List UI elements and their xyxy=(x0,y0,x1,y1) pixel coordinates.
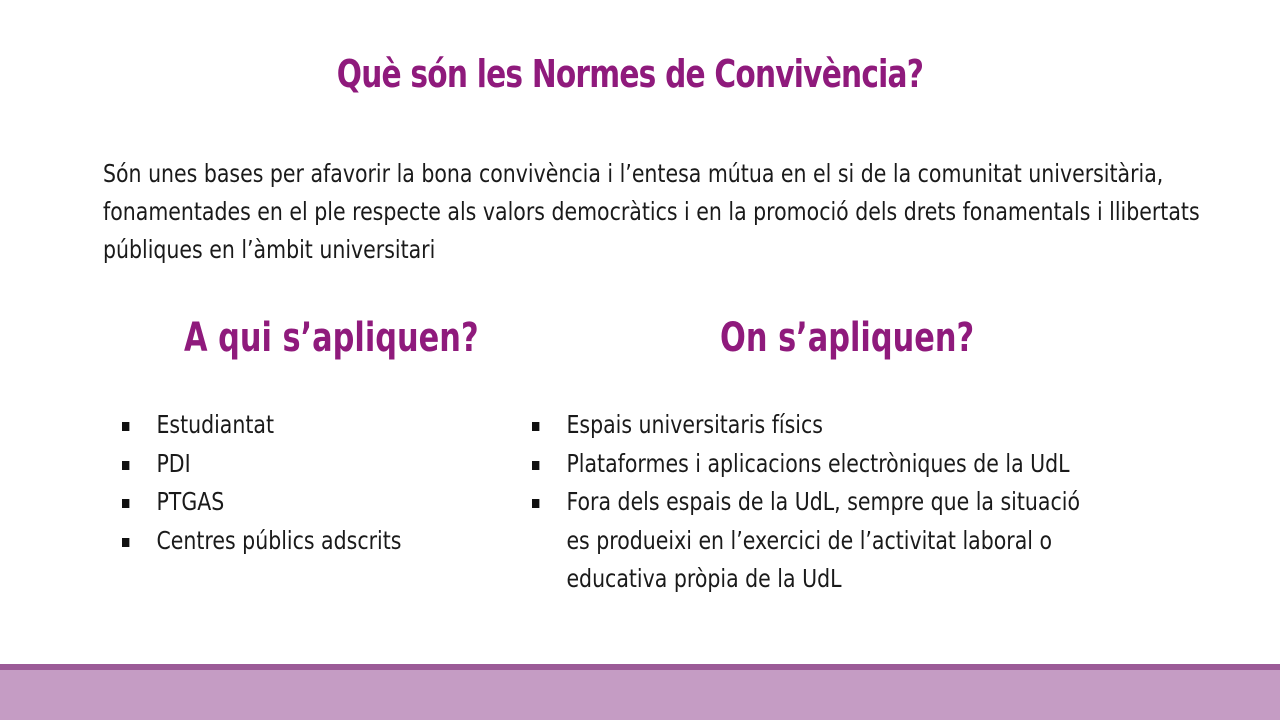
square-bullet-icon xyxy=(122,499,129,508)
right-column-list xyxy=(532,406,1090,599)
square-bullet-icon xyxy=(122,422,129,431)
slide-title: Què són les Normes de Convivència? xyxy=(336,52,924,96)
list-item xyxy=(122,445,466,484)
square-bullet-icon xyxy=(532,461,539,470)
square-bullet-icon xyxy=(122,461,129,470)
list-item xyxy=(532,445,1090,484)
list-item-text: PTGAS xyxy=(156,487,225,516)
list-item-text: Centres públics adscrits xyxy=(156,525,402,555)
footer-band xyxy=(0,670,1280,720)
list-item xyxy=(532,406,1090,445)
list-item xyxy=(532,483,1090,599)
list-item xyxy=(122,406,466,445)
left-column-list xyxy=(122,406,466,560)
list-item-text: Espais universitaris físics xyxy=(566,410,823,439)
left-column-heading: A qui s’apliquen? xyxy=(184,315,479,361)
square-bullet-icon xyxy=(532,422,539,431)
right-column-heading: On s’apliquen? xyxy=(720,315,975,361)
list-item xyxy=(122,522,466,561)
list-item-text: Fora dels espais de la UdL, sempre que la situació es produeixi en l’exercici de l’activitat laboral o educativa pròpia de la UdL xyxy=(566,487,1080,593)
square-bullet-icon xyxy=(122,538,129,547)
list-item xyxy=(122,483,466,522)
list-item-text: Plataformes i aplicacions electròniques de la UdL xyxy=(566,448,1070,478)
list-item-text: Estudiantat xyxy=(156,410,275,439)
intro-paragraph xyxy=(103,155,1200,269)
square-bullet-icon xyxy=(532,499,539,508)
list-item-text: PDI xyxy=(156,448,191,478)
intro-text: Són unes bases per afavorir la bona convivència i l’entesa mútua en el si de la comunitat universitària, fonamentades en el ple respecte als valors democràtics i en la promoció dels drets fonamentals i llibertats públiques en l’àmbit universitari xyxy=(103,159,1200,264)
